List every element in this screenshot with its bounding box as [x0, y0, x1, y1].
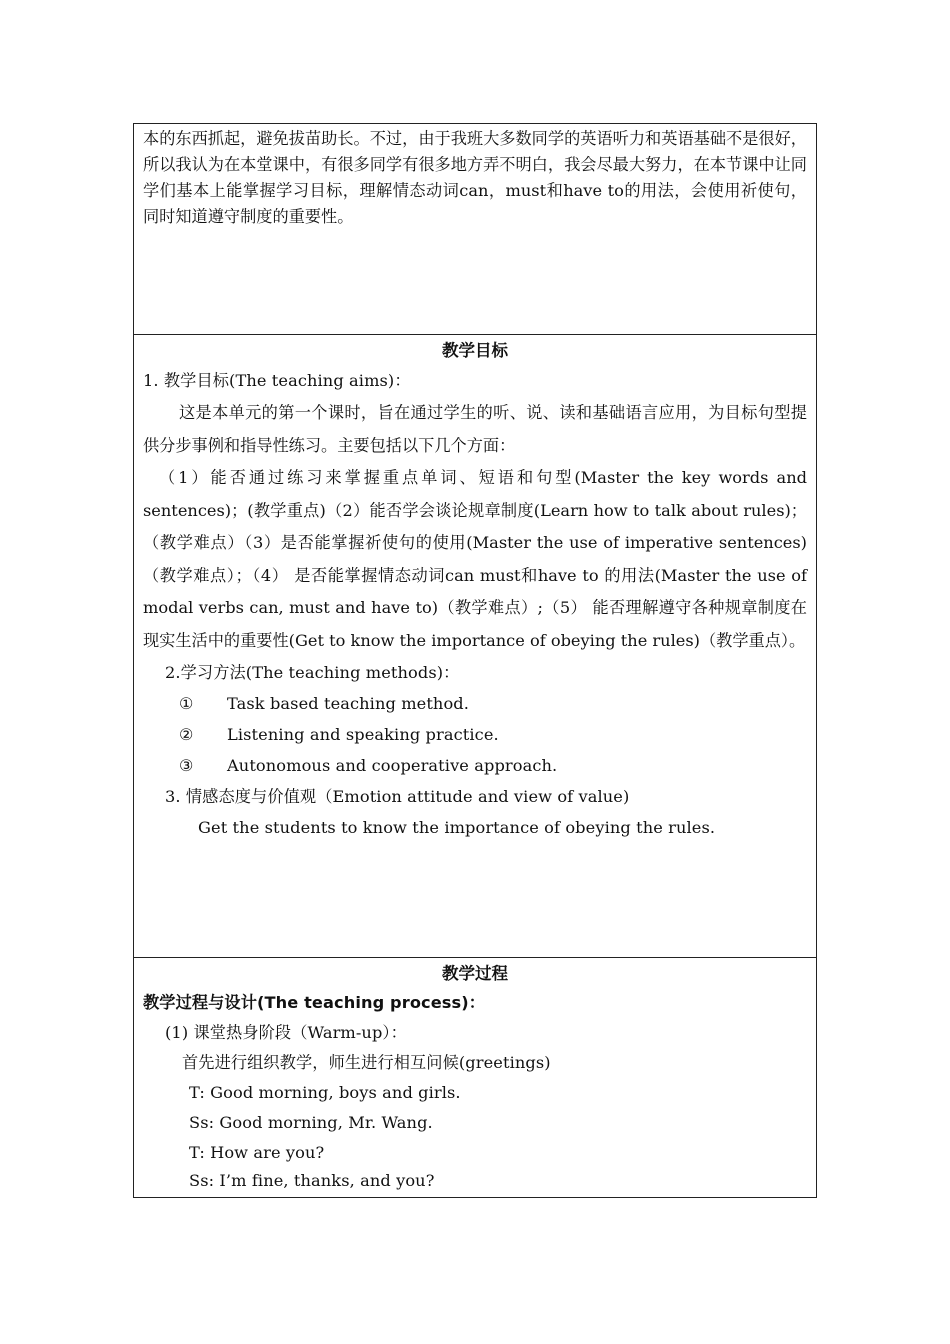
teaching-method-item — [143, 688, 807, 719]
dialogue-line: T: Good morning, boys and girls. — [189, 1083, 461, 1102]
indent-spacer — [143, 403, 179, 422]
teaching-process-cell — [134, 958, 817, 1198]
indent-spacer — [143, 468, 159, 487]
table-row — [134, 124, 817, 335]
method-text: Task based teaching method. — [227, 694, 470, 713]
teaching-process-heading: 教学过程与设计(The teaching process)： — [143, 993, 486, 1012]
teaching-process-title: 教学过程 — [442, 964, 508, 983]
lesson-plan-table — [133, 123, 817, 1198]
table-row — [134, 335, 817, 958]
warmup-intro: 首先进行组织教学，师生进行相互问候(greetings) — [182, 1053, 551, 1072]
dialogue-line: T: How are you? — [189, 1143, 325, 1162]
warmup-heading: (1) 课堂热身阶段（Warm-up）： — [165, 1023, 407, 1042]
teaching-aims-list-text: （1）能否通过练习来掌握重点单词、短语和句型(Master the key words and sentences)；(教学重点)（2）能否学会谈论规章制度(Learn how to talk about rules)；（教学难点）（3）是否能掌握祈使句的使用(Master the use of imperative sentences)（教学难点）；（4） 是否能掌握情态动词can must和have to 的用法(Master the use of modal verbs can, must and have to)（教学难点）;（5） 能否理解遵守各种规章制度在现实生活中的重要性(Get to know the importance of obeying the rules)（教学重点）。 — [143, 468, 807, 650]
teaching-method-item — [143, 719, 807, 750]
emotion-text: Get the students to know the importance of obeying the rules. — [198, 818, 716, 837]
intro-paragraph: 本的东西抓起，避免拔苗助长。不过，由于我班大多数同学的英语听力和英语基础不是很好，所以我认为在本堂课中，有很多同学有很多地方弄不明白，我会尽最大努力，在本节课中让同学们基本上能掌握学习目标，理解情态动词can，must和have to的用法，会使用祈使句，同时知道遵守制度的重要性。 — [143, 129, 807, 226]
method-text: Listening and speaking practice. — [227, 725, 499, 744]
teaching-goals-cell — [134, 335, 817, 958]
method-text: Autonomous and cooperative approach. — [227, 756, 558, 775]
teaching-goals-title: 教学目标 — [442, 341, 508, 360]
teaching-aims-intro-text: 这是本单元的第一个课时，旨在通过学生的听、说、读和基础语言应用，为目标句型提供分步事例和指导性练习。主要包括以下几个方面： — [143, 403, 807, 455]
method-number: ③ — [179, 756, 194, 775]
method-number: ② — [179, 725, 194, 744]
dialogue-line: Ss: I’m fine, thanks, and you? — [189, 1171, 435, 1190]
emotion-heading: 3. 情感态度与价值观（Emotion attitude and view of value) — [165, 787, 630, 806]
teaching-methods-heading: 2.学习方法(The teaching methods)： — [165, 663, 460, 682]
dialogue-line: Ss: Good morning, Mr. Wang. — [189, 1113, 433, 1132]
method-number: ① — [179, 694, 194, 713]
teaching-aims-intro — [143, 397, 807, 462]
teaching-aims-heading: 1. 教学目标(The teaching aims)： — [143, 371, 411, 390]
teaching-method-item — [143, 750, 807, 781]
intro-cell — [134, 124, 817, 335]
table-row — [134, 958, 817, 1198]
teaching-aims-list — [143, 462, 807, 657]
